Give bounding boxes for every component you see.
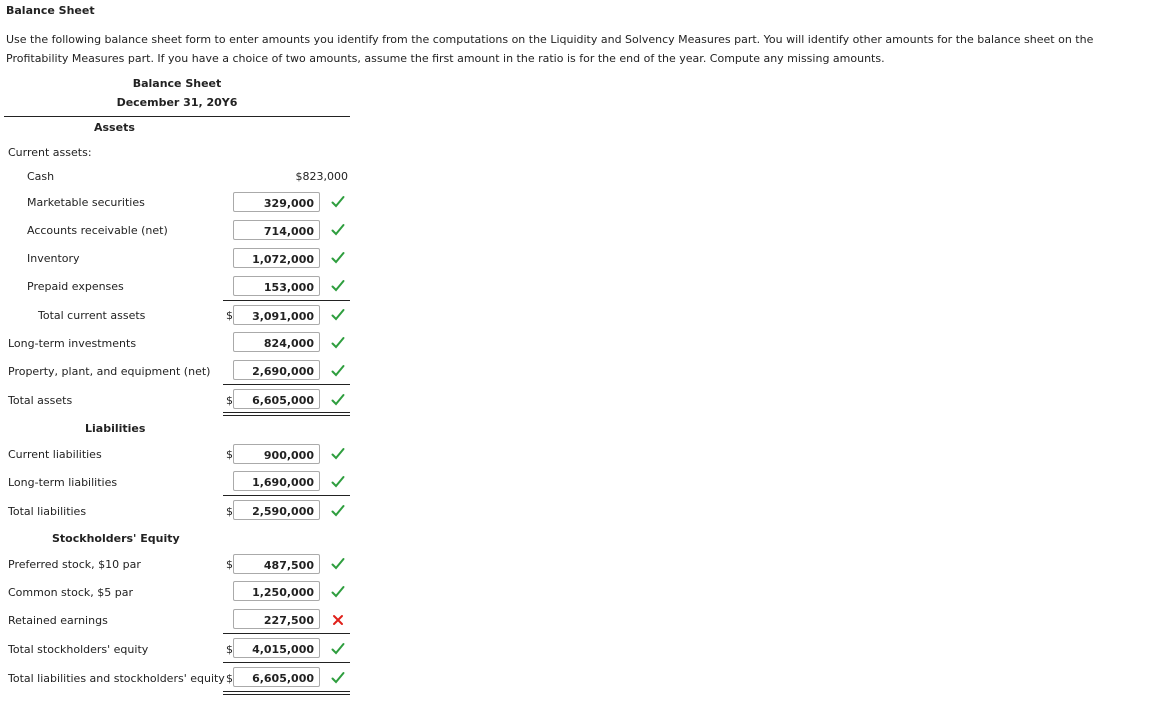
total-assets-label: Total assets (8, 394, 73, 407)
check-icon (330, 222, 346, 238)
rule-line (223, 300, 350, 301)
double-rule-bottom (223, 694, 350, 695)
retained-input[interactable]: 227,500 (233, 609, 320, 629)
current-liab-label: Current liabilities (8, 448, 102, 461)
total-assets-input[interactable]: 6,605,000 (233, 389, 320, 409)
double-rule-top (223, 691, 350, 692)
cash-value: $823,000 (295, 170, 348, 183)
rule-line (223, 662, 350, 663)
lt-investments-input[interactable]: 824,000 (233, 332, 320, 352)
check-icon (330, 250, 346, 266)
preferred-label: Preferred stock, $10 par (8, 558, 141, 571)
check-icon (330, 641, 346, 657)
marketable-label: Marketable securities (27, 196, 145, 209)
dollar-sign: $ (226, 309, 233, 322)
current-assets-label: Current assets: (8, 146, 92, 159)
check-icon (330, 392, 346, 408)
inventory-input[interactable]: 1,072,000 (233, 248, 320, 268)
dollar-sign: $ (226, 643, 233, 656)
rule-line (223, 633, 350, 634)
receivable-input[interactable]: 714,000 (233, 220, 320, 240)
prepaid-input[interactable]: 153,000 (233, 276, 320, 296)
rule-line (223, 384, 350, 385)
common-input[interactable]: 1,250,000 (233, 581, 320, 601)
dollar-sign: $ (226, 558, 233, 571)
total-liab-label: Total liabilities (8, 505, 87, 518)
dollar-sign: $ (226, 505, 233, 518)
rule-line (223, 495, 350, 496)
total-liab-equity-label: Total liabilities and stockholders' equity (8, 672, 225, 685)
check-icon (330, 446, 346, 462)
total-equity-input[interactable]: 4,015,000 (233, 638, 320, 658)
double-rule-top (223, 412, 350, 413)
preferred-input[interactable]: 487,500 (233, 554, 320, 574)
section-title: Balance Sheet (6, 4, 95, 17)
total-current-input[interactable]: 3,091,000 (233, 305, 320, 325)
lt-liab-label: Long-term liabilities (8, 476, 118, 489)
check-icon (330, 363, 346, 379)
total-liab-equity-input[interactable]: 6,605,000 (233, 667, 320, 687)
check-icon (330, 556, 346, 572)
balance-sheet-date: December 31, 20Y6 (116, 96, 238, 109)
marketable-input[interactable]: 329,000 (233, 192, 320, 212)
assets-heading: Assets (94, 121, 135, 134)
cross-icon (330, 612, 346, 628)
current-liab-input[interactable]: 900,000 (233, 444, 320, 464)
double-rule-bottom (223, 415, 350, 416)
cash-label: Cash (27, 170, 55, 183)
total-liab-input[interactable]: 2,590,000 (233, 500, 320, 520)
retained-label: Retained earnings (8, 614, 108, 627)
ppe-input[interactable]: 2,690,000 (233, 360, 320, 380)
lt-liab-input[interactable]: 1,690,000 (233, 471, 320, 491)
check-icon (330, 194, 346, 210)
ppe-label: Property, plant, and equipment (net) (8, 365, 211, 378)
check-icon (330, 584, 346, 600)
check-icon (330, 335, 346, 351)
inventory-label: Inventory (27, 252, 80, 265)
prepaid-label: Prepaid expenses (27, 280, 124, 293)
check-icon (330, 503, 346, 519)
check-icon (330, 307, 346, 323)
equity-heading: Stockholders' Equity (52, 532, 180, 545)
total-equity-label: Total stockholders' equity (8, 643, 149, 656)
instructions-text: Use the following balance sheet form to enter amounts you identify from the computations on the Liquidity and Solvency Measures part. You will identify other amounts for the balance sheet on the Profitability Measures part. If you have a choice of two amounts, assume the first amount in the ratio is for the end of the year. Compute any missing amounts. (6, 33, 1094, 65)
lt-investments-label: Long-term investments (8, 337, 137, 350)
check-icon (330, 670, 346, 686)
header-rule (4, 116, 350, 117)
check-icon (330, 278, 346, 294)
dollar-sign: $ (226, 448, 233, 461)
dollar-sign: $ (226, 672, 233, 685)
liabilities-heading: Liabilities (85, 422, 146, 435)
receivable-label: Accounts receivable (net) (27, 224, 168, 237)
dollar-sign: $ (226, 394, 233, 407)
total-current-label: Total current assets (38, 309, 146, 322)
check-icon (330, 474, 346, 490)
balance-sheet-title: Balance Sheet (132, 77, 222, 90)
common-label: Common stock, $5 par (8, 586, 133, 599)
